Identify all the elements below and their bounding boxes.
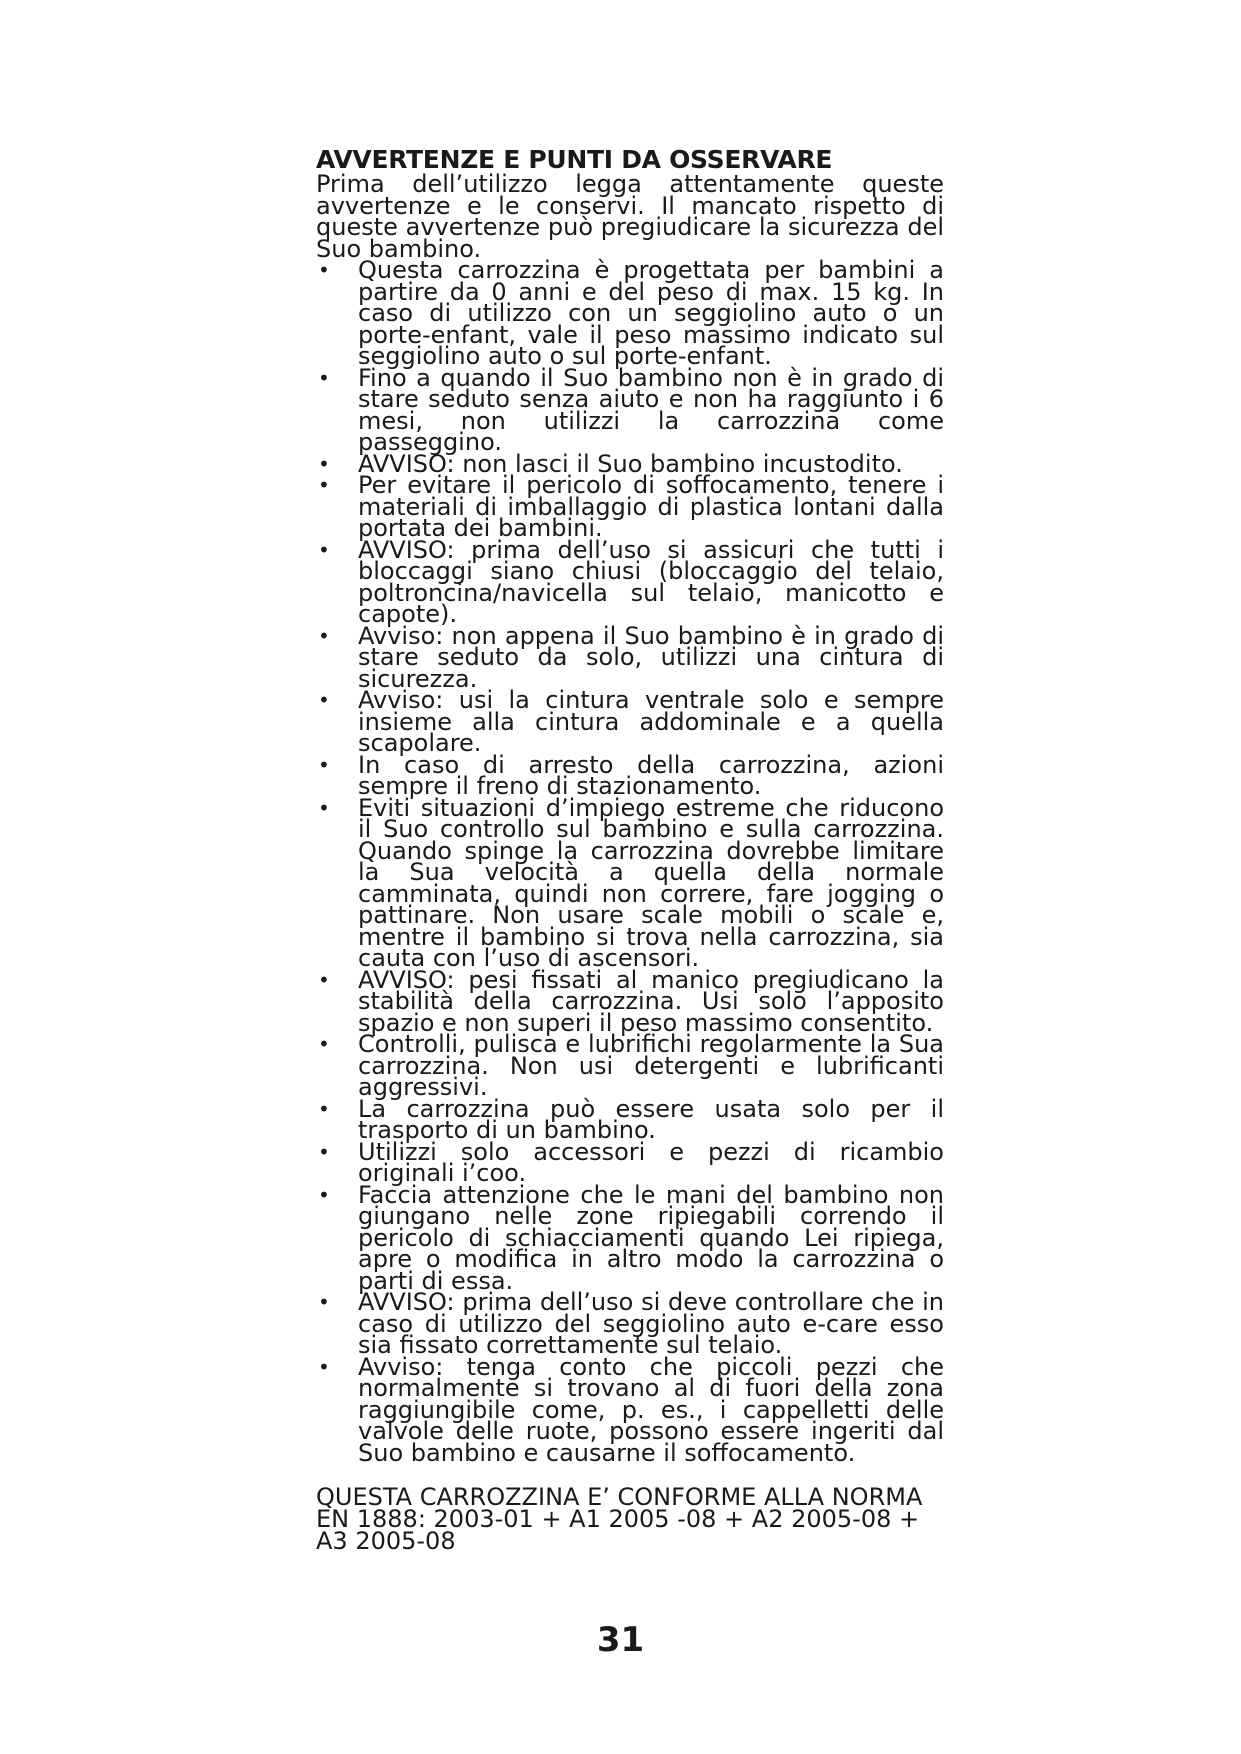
warning-item: • Eviti situazioni d’impiego estreme che riducono il Suo controllo sul bambino e sulla carrozzina. Quando spinge la carrozzina dovrebbe limitare la Sua velocità a quella della normale camminata, quindi non correre, fare jogging o pattinare. Non usare scale mobili o scale e, mentre il bambino si trova nella carrozzina, sia cauta con l’uso di ascensori.	[316, 798, 944, 970]
warning-item: • Fino a quando il Suo bambino non è in grado di stare seduto senza aiuto e non ha raggiunto i 6 mesi, non utilizzi la carrozzina come passeggino.	[316, 368, 944, 454]
page-content	[316, 145, 944, 1555]
warning-item: • Questa carrozzina è progettata per bambini a partire da 0 anni e del peso di max. 15 kg. In caso di utilizzo con un seggiolino auto o un porte-enfant, vale il peso massimo indicato sul seggiolino auto o sul porte-enfant.	[316, 260, 944, 368]
warning-item: • AVVISO: pesi fissati al manico pregiudicano la stabilità della carrozzina. Usi solo l’apposito spazio e non superi il peso massimo consentito.	[316, 970, 944, 1035]
warning-item: • AVVISO: prima dell’uso si deve controllare che in caso di utilizzo del seggiolino auto e-care esso sia fissato correttamente sul telaio.	[316, 1292, 944, 1357]
page-number: 31	[596, 1620, 645, 1660]
warning-item: • AVVISO: non lasci il Suo bambino incustodito.	[316, 454, 944, 476]
warning-item: • Per evitare il pericolo di soffocamento, tenere i materiali di imballaggio di plastica lontani dalla portata dei bambini.	[316, 475, 944, 540]
warning-item: • Avviso: non appena il Suo bambino è in grado di stare seduto da solo, utilizzi una cintura di sicurezza.	[316, 626, 944, 691]
norm-statement: QUESTA CARROZZINA E’ CONFORME ALLA NORMA EN 1888: 2003-01 + A1 2005 -08 + A2 2005-08 + A3 2005-08	[316, 1483, 923, 1555]
warning-item: • In caso di arresto della carrozzina, azioni sempre il freno di stazionamento.	[316, 755, 944, 798]
document-title: AVVERTENZE E PUNTI DA OSSERVARE	[316, 145, 833, 174]
warning-item: • Utilizzi solo accessori e pezzi di ricambio originali i’coo.	[316, 1142, 944, 1185]
warning-item: • La carrozzina può essere usata solo per il trasporto di un bambino.	[316, 1099, 944, 1142]
warning-item: • Avviso: usi la cintura ventrale solo e sempre insieme alla cintura addominale e a quella scapolare.	[316, 690, 944, 755]
intro-paragraph: Prima dell’utilizzo legga attentamente queste avvertenze e le conservi. Il mancato rispetto di queste avvertenze può pregiudicare la sicurezza del Suo bambino.	[316, 170, 944, 263]
warning-item: • AVVISO: prima dell’uso si assicuri che tutti i bloccaggi siano chiusi (bloccaggio del telaio, poltroncina/navicella sul telaio, manicotto e capote).	[316, 540, 944, 626]
warning-item: • Faccia attenzione che le mani del bambino non giungano nelle zone ripiegabili correndo il pericolo di schiacciamenti quando Lei ripiega, apre o modifica in altro modo la carrozzina o parti di essa.	[316, 1185, 944, 1293]
warnings-list	[316, 256, 944, 1467]
warning-item: • Controlli, pulisca e lubrifichi regolarmente la Sua carrozzina. Non usi detergenti e lubrificanti aggressivi.	[316, 1034, 944, 1099]
warning-item: • Avviso: tenga conto che piccoli pezzi che normalmente si trovano al di fuori della zona raggiungibile come, p. es., i cappelletti delle valvole delle ruote, possono essere ingeriti dal Suo bambino e causarne il soffocamento.	[316, 1357, 944, 1465]
